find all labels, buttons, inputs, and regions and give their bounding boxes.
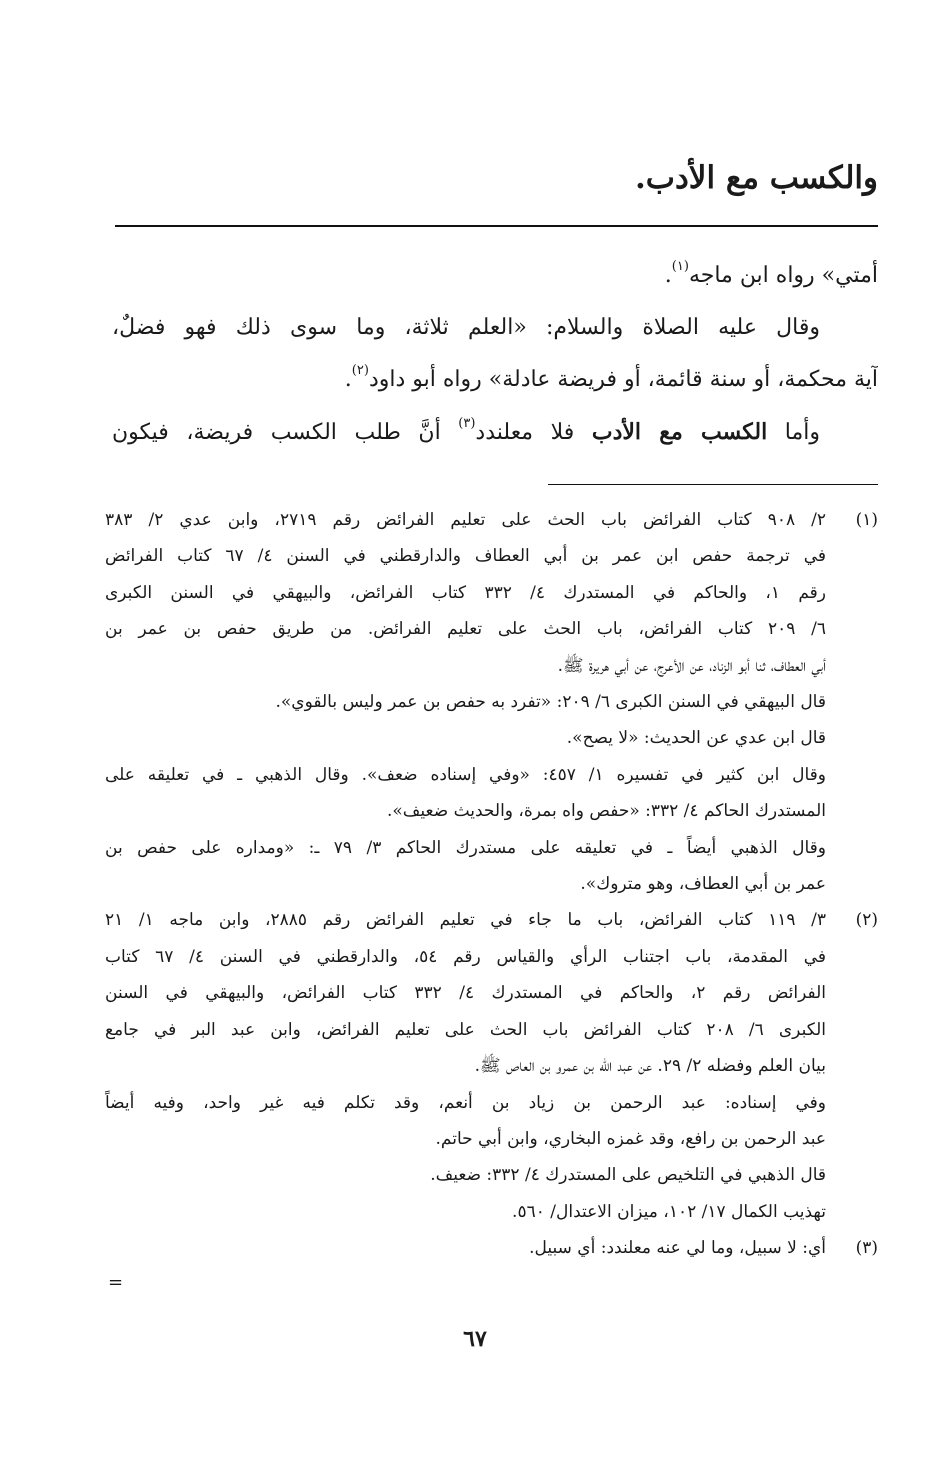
footnote-line: ٣/ ١١٩ كتاب الفرائض، باب ما جاء في تعليم الفرائض رقم ٢٨٨٥، وابن ماجه ١/ ٢١ xyxy=(105,910,826,931)
footnote-number: (١) xyxy=(855,510,878,530)
footnote-line: وفي إسناده: عبد الرحمن بن زياد بن أنعم، وقد تكلم فيه غير واحد، وفيه أيضاً xyxy=(105,1092,826,1113)
footnote-line: المستدرك الحاكم ٤/ ٣٣٢: «حفص واه بمرة، والحديث ضعيف». xyxy=(387,801,826,822)
footnotes xyxy=(105,502,878,1267)
footnote-line: بيان العلم وفضله ٢/ ٢٩. عن عبد الله بن عمرو بن العاص ﷺ. xyxy=(474,1056,826,1077)
footnote-line: رقم ١، والحاكم في المستدرك ٤/ ٣٣٢ كتاب الفرائض، والبيهقي في السنن الكبرى xyxy=(105,582,826,603)
footnote-line: في ترجمة حفص ابن عمر بن أبي العطاف والدارقطني في السنن ٤/ ٦٧ كتاب الفرائض xyxy=(105,546,826,567)
footnote-line: أبي العطاف، ثنا أبو الزناد، عن الأعرج، عن أبي هريرة ﷺ. xyxy=(557,655,826,676)
footnote-number: (٣) xyxy=(855,1238,878,1259)
main-line-3: آية محكمة، أو سنة قائمة، أو فريضة عادلة» رواه أبو داود$^{(٢)}$. xyxy=(344,362,878,392)
footnote-line: الكبرى ٦/ ٢٠٨ كتاب الفرائض باب الحث على تعليم الفرائض، وابن عبد البر في جامع xyxy=(105,1019,826,1040)
header-rule xyxy=(115,225,878,227)
footnote-line: عمر بن أبي العطاف، وهو متروك». xyxy=(580,874,826,895)
running-header: والكسب مع الأدب. xyxy=(634,160,878,196)
page-number: ٦٧ xyxy=(463,1326,487,1352)
footnote-3 xyxy=(105,1230,878,1266)
footnote-line: وقال الذهبي أيضاً ـ في تعليقه على مستدرك الحاكم ٣/ ٧٩ ـ: «ومداره على حفص بن xyxy=(105,837,826,858)
footnote-1 xyxy=(105,502,878,902)
footnote-number: (٢) xyxy=(855,910,878,931)
footnote-line: في المقدمة، باب اجتناب الرأي والقياس رقم ٥٤، والدارقطني في السنن ٤/ ٦٧ كتاب xyxy=(105,946,826,967)
emphasis-term: الكسب مع الأدب xyxy=(591,419,768,445)
footnote-ref-1: (١) xyxy=(671,258,689,274)
footnote-line: تهذيب الكمال ١٧/ ١٠٢، ميزان الاعتدال/ ٥٦٠. xyxy=(512,1201,826,1222)
footnote-line: قال البيهقي في السنن الكبرى ٦/ ٢٠٩: «تفرد به حفص بن عمر وليس بالقوي». xyxy=(275,692,826,713)
footnote-line: أي: لا سبيل، وما لي عنه معلندد: أي سبيل. xyxy=(529,1238,826,1259)
main-line-1: أمتي» رواه ابن ماجه$^{(١)}$. xyxy=(664,258,878,288)
continuation-mark: = xyxy=(108,1272,124,1293)
footnote-line: ٢/ ٩٠٨ كتاب الفرائض باب الحث على تعليم الفرائض رقم ٢٧١٩، وابن عدي ٢/ ٣٨٣ xyxy=(105,510,826,530)
footnote-line: قال ابن عدي عن الحديث: «لا يصح». xyxy=(566,728,826,749)
footnote-line: وقال ابن كثير في تفسيره ١/ ٤٥٧: «وفي إسناده ضعف». وقال الذهبي ـ في تعليقه على xyxy=(105,764,826,785)
main-line-4: وأما الكسب مع الأدب فلا معلندد$^{(٣)}$ أنَّ طلب الكسب فريضة، فيكون xyxy=(112,415,821,445)
footnote-line: ٦/ ٢٠٩ كتاب الفرائض، باب الحث على تعليم الفرائض. من طريق حفص بن عمر بن xyxy=(105,619,826,640)
footnote-ref-3: (٣) xyxy=(458,415,476,431)
main-text xyxy=(112,250,878,459)
footnote-line: قال الذهبي في التلخيص على المستدرك ٤/ ٣٣٢: ضعيف. xyxy=(430,1165,826,1186)
footnote-2 xyxy=(105,902,878,1230)
footnote-ref-2: (٢) xyxy=(351,362,369,378)
main-line-2: وقال عليه الصلاة والسلام: «العلم ثلاثة، وما سوى ذلك فهو فضلٌ، xyxy=(112,315,820,340)
footnote-rule xyxy=(548,484,878,485)
footnote-line: عبد الرحمن بن رافع، وقد غمزه البخاري، وابن أبي حاتم. xyxy=(435,1128,826,1149)
footnote-line: الفرائض رقم ٢، والحاكم في المستدرك ٤/ ٣٣٢ كتاب الفرائض، والبيهقي في السنن xyxy=(105,983,826,1004)
